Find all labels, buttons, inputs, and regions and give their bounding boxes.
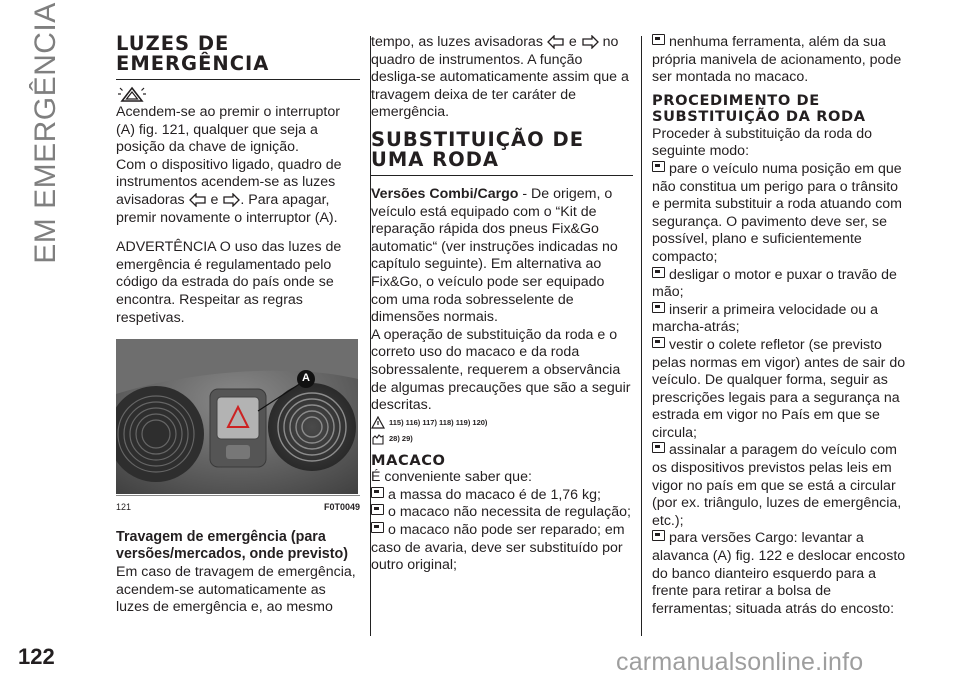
paragraph: A operação de substituição da roda e o correto uso do macaco e da roda sobressalente, requerem a observância de algumas precauções que são a seguir descritas.: [371, 326, 631, 414]
column-divider: [641, 36, 642, 636]
turn-right-arrow-icon: [581, 35, 599, 49]
list-item: assinalar a paragem do veículo com os dispositivos previstos pelas leis em vigor no país em que se está a circular (por ex. triângulo, luzes de emergência, etc.);: [652, 442, 902, 529]
column-2: [371, 34, 633, 575]
hazard-icon: [116, 84, 360, 104]
heading-luzes-emergencia: LUZES DE EMERGÊNCIA: [116, 34, 360, 80]
page-number: 122: [18, 644, 55, 669]
column-3: [652, 34, 908, 618]
figure-caption: [116, 495, 360, 517]
paragraph: Proceder à substituição da roda do seguinte modo:: [652, 125, 873, 160]
heading-procedimento: PROCEDIMENTO DE SUBSTITUIÇÃO DA RODA: [652, 91, 866, 126]
caution-hand-icon: [371, 432, 385, 445]
warning-references: 115) 116) 117) 118) 119) 120): [371, 415, 633, 431]
subheading-travagem: Travagem de emergência (para versões/mercados, onde previsto): [116, 528, 349, 563]
list-item: o macaco não pode ser reparado; em caso de avaria, deve ser substituído por outro original;: [371, 521, 625, 574]
list-item: desligar o motor e puxar o travão de mão;: [652, 266, 897, 301]
list-item: para versões Cargo: levantar a alavanca (A) fig. 122 e deslocar encosto do banco dianteiro esquerdo para a frente para retirar a bolsa de ferramentas; situada atrás do encosto:: [652, 530, 906, 617]
list-item: a massa do macaco é de 1,76 kg;: [371, 487, 633, 505]
side-title-text: EM EMERGÊNCIA: [29, 2, 62, 264]
bullet-icon: [371, 487, 384, 498]
bullet-icon: [652, 530, 665, 541]
warning-triangle-icon: [371, 416, 385, 429]
paragraph: tempo, as luzes avisadoras e no quadro de instrumentos. A função desliga-se automaticamente assim que a travagem deixa de ter caráter de emergência.: [371, 34, 629, 121]
paragraph: Em caso de travagem de emergência, acendem-se automaticamente as luzes de emergência e, ao mesmo: [116, 563, 356, 616]
list-item: o macaco não necessita de regulação;: [371, 504, 633, 522]
bullet-icon: [652, 302, 665, 313]
list-item: pare o veículo numa posição em que não constitua um perigo para o trânsito e permita substituir a roda atuando com segurança. O pavimento deve ser, se possível, plano e suficientemente compacto;: [652, 160, 902, 265]
heading-substituicao-roda: SUBSTITUIÇÃO DE UMA RODA: [371, 130, 633, 176]
list-item: inserir a primeira velocidade ou a marcha-atrás;: [652, 301, 878, 336]
turn-left-arrow-icon: [189, 193, 207, 207]
bullet-icon: [371, 522, 384, 533]
list-item: vestir o colete refletor (se previsto pelas normas em vigor) antes de sair do veículo. De qualquer forma, seguir as prescrições legais para a segurança na estrada em vigor no País em que se circula;: [652, 336, 906, 441]
list-item: nenhuma ferramenta, além da sua própria manivela de acionamento, pode ser montada no macaco.: [652, 34, 902, 86]
column-1: [116, 34, 360, 617]
bullet-icon: [652, 34, 665, 45]
figure-callout-a: A: [302, 372, 310, 385]
figure-number: 121: [116, 502, 132, 513]
turn-right-arrow-icon: [222, 193, 240, 207]
caution-references: 28) 29): [371, 431, 633, 447]
side-section-title: [18, 2, 74, 264]
paragraph: Acendem-se ao premir o interruptor (A) fig. 121, qualquer que seja a posição da chave de ignição.: [116, 104, 340, 156]
bullet-icon: [652, 337, 665, 348]
turn-left-arrow-icon: [547, 35, 565, 49]
bullet-icon: [371, 504, 384, 515]
warning-paragraph: ADVERTÊNCIA O uso das luzes de emergência é regulamentado pelo código da estrada do país onde se encontra. Respeitar as regras respetivas.: [116, 239, 342, 326]
bullet-icon: [652, 161, 665, 172]
bullet-icon: [652, 442, 665, 453]
paragraph: Com o dispositivo ligado, quadro de instrumentos acendem-se as luzes avisadoras e . Para apagar, premir novamente o interruptor (A).: [116, 156, 342, 226]
figure-hazard-switch: [116, 339, 358, 494]
bullet-icon: [652, 267, 665, 278]
heading-macaco: MACACO: [371, 451, 446, 469]
paragraph: É conveniente saber que:: [371, 469, 532, 486]
paragraph: Versões Combi/Cargo - De origem, o veículo está equipado com o “Kit de reparação rápida dos pneus Fix&Go automatic“ (ver instruções indicadas no capítulo seguinte). Em alternativa ao Fix&Go, o veículo pode ser equipado com uma roda sobresselente de dimensões normais.: [371, 185, 618, 326]
watermark: carmanualsonline.info: [616, 648, 864, 676]
figure-code: F0T0049: [323, 502, 360, 513]
